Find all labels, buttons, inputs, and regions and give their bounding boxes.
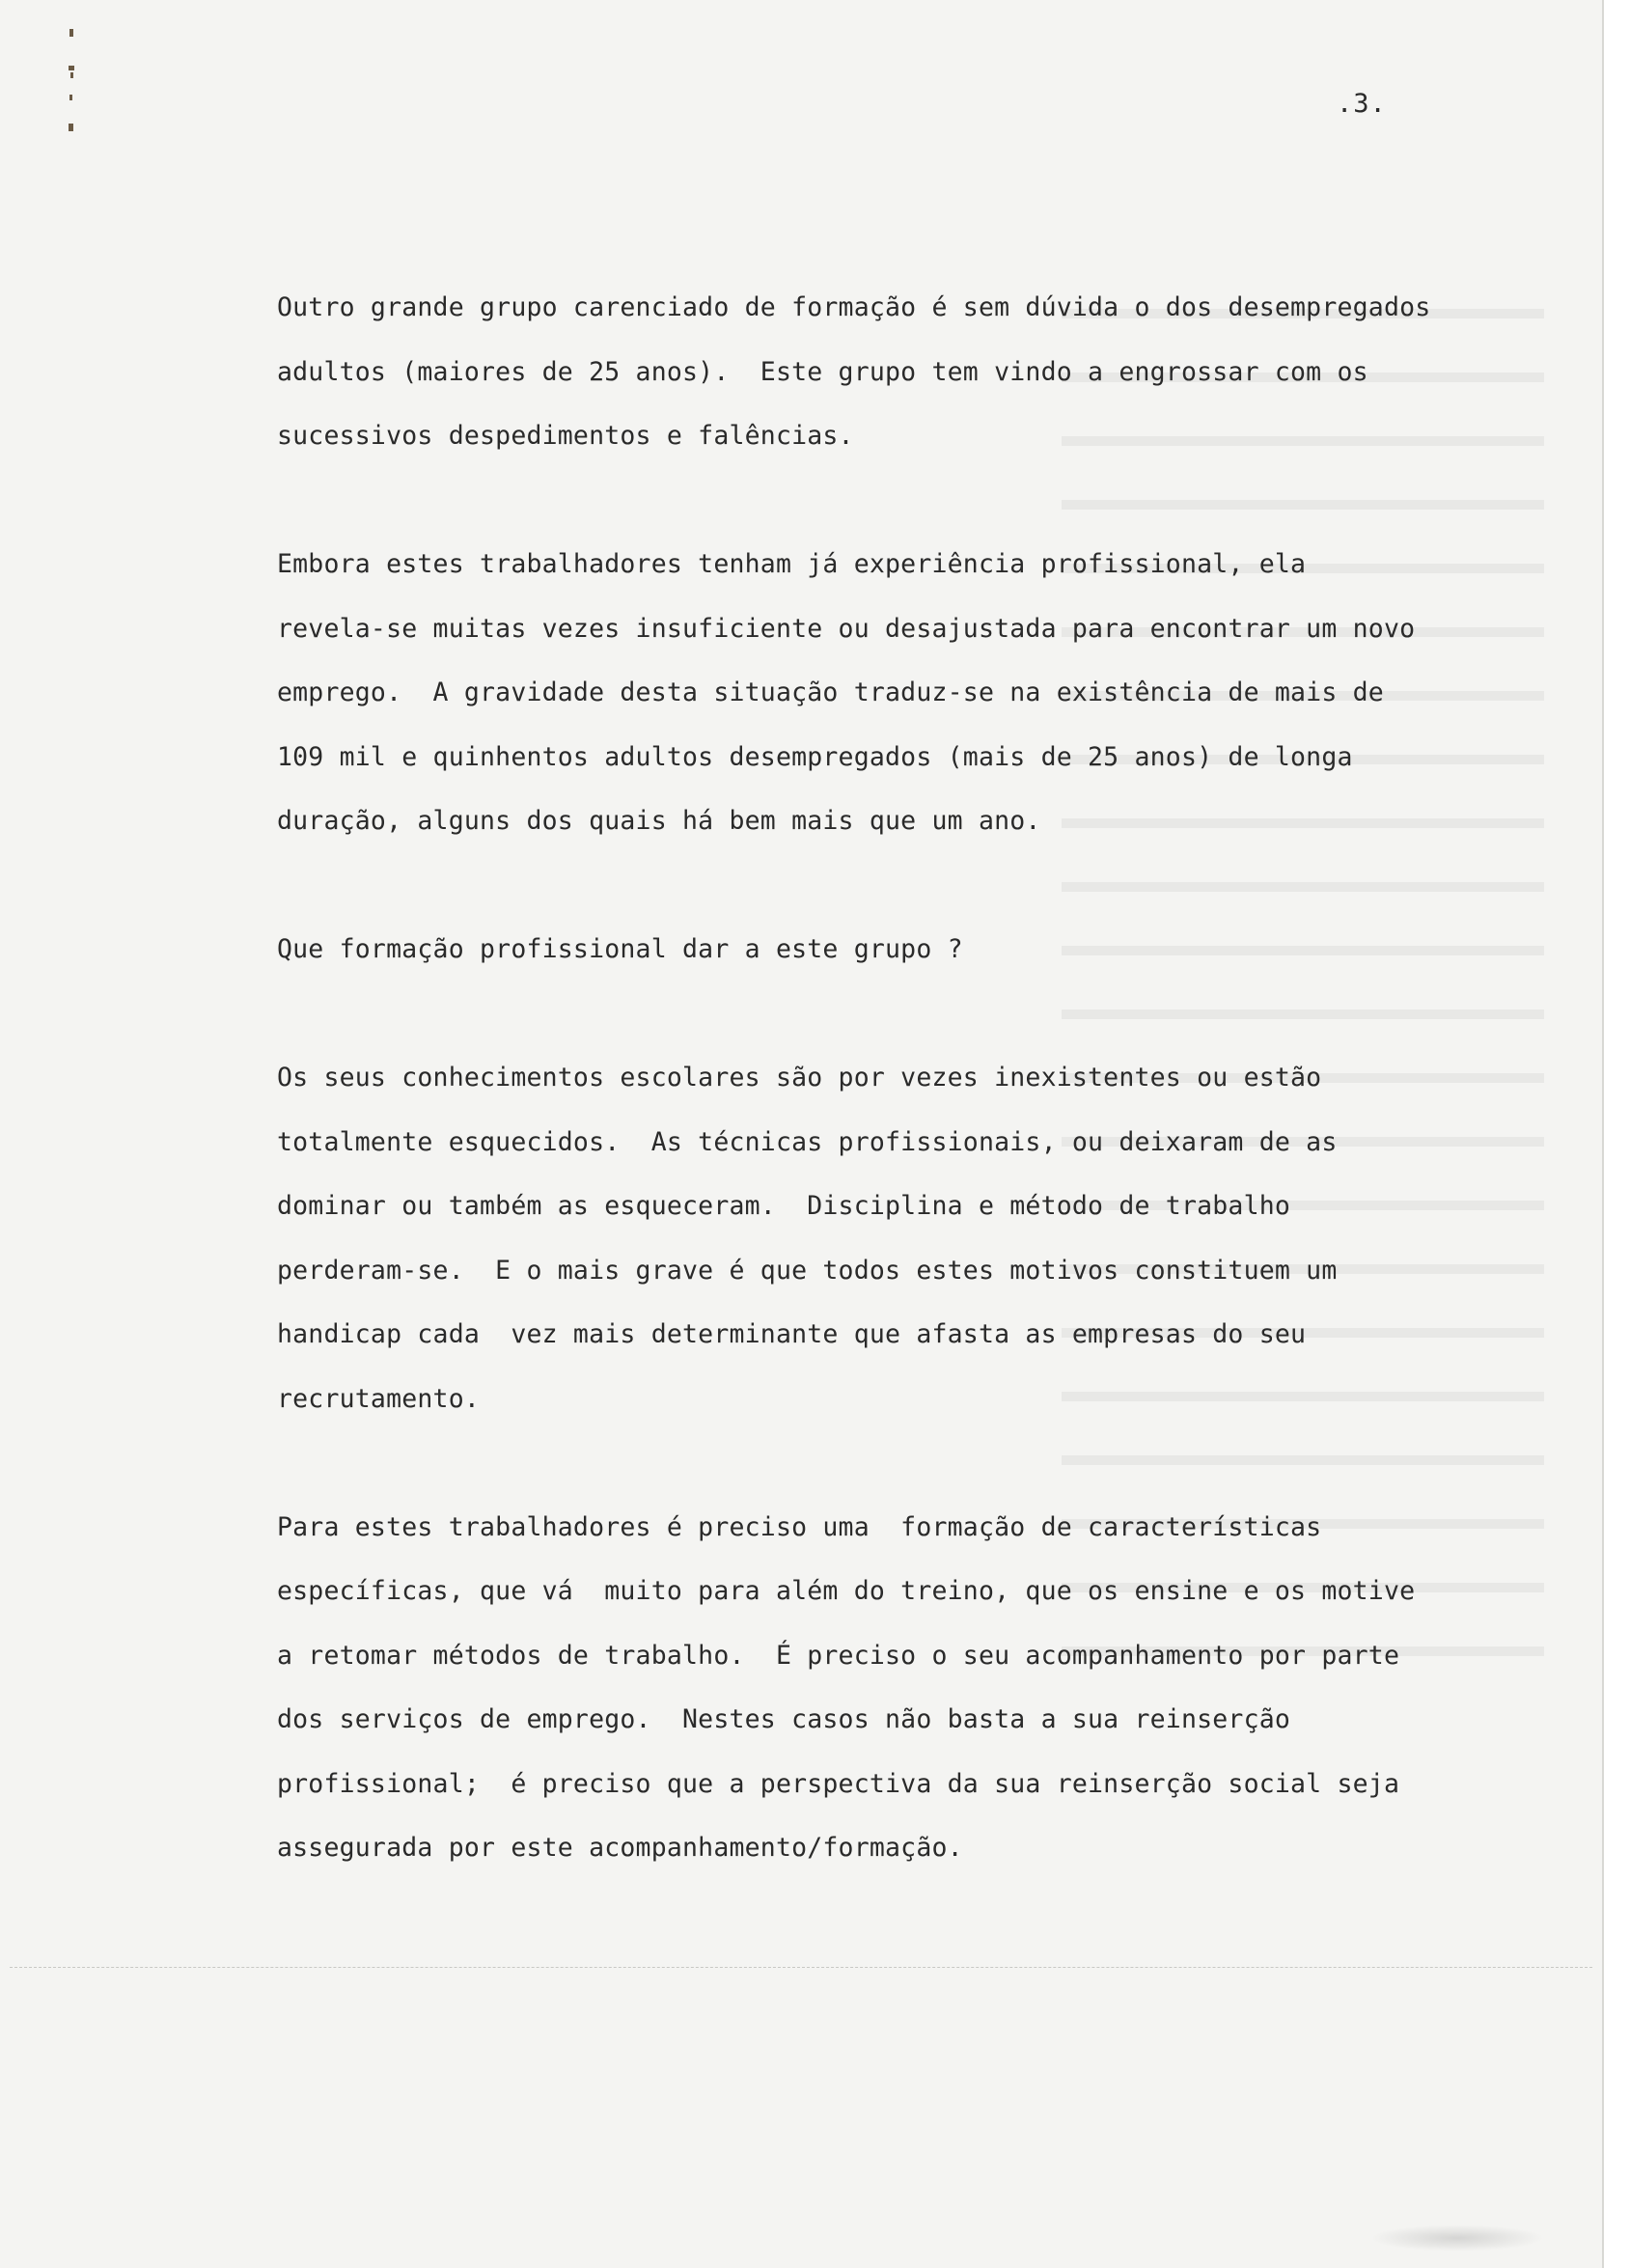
page-number: .3. <box>1337 89 1387 119</box>
text-line: recrutamento. <box>277 1383 481 1414</box>
text-line: revela-se muitas vezes insuficiente ou desajustada para encontrar um novo <box>277 613 1416 644</box>
text-line: Embora estes trabalhadores tenham já experiência profissional, ela <box>277 549 1307 579</box>
paragraph-2 <box>277 533 1503 854</box>
text-line: Para estes trabalhadores é preciso uma formação de características <box>277 1511 1322 1542</box>
text-line: 109 mil e quinhentos adultos desempregados (mais de 25 anos) de longa <box>277 741 1353 772</box>
text-line: perderam-se. E o mais grave é que todos estes motivos constituem um <box>277 1255 1338 1286</box>
paragraph-1 <box>277 276 1503 469</box>
text-line: totalmente esquecidos. As técnicas profissionais, ou deixaram de as <box>277 1126 1338 1157</box>
text-line: dominar ou também as esqueceram. Disciplina e método de trabalho <box>277 1191 1291 1221</box>
body-text <box>277 276 1503 1945</box>
text-line: específicas, que vá muito para além do treino, que os ensine e os motive <box>277 1576 1416 1606</box>
text-line: Que formação profissional dar a este grupo ? <box>277 934 963 964</box>
smudge <box>1370 2225 1544 2252</box>
text-line: sucessivos despedimentos e falências. <box>277 421 854 451</box>
paragraph-3 <box>277 918 1503 982</box>
text-line: Outro grande grupo carenciado de formação é sem dúvida o dos desempregados <box>277 292 1431 322</box>
text-line: duração, alguns dos quais há bem mais que um ano. <box>277 806 1041 836</box>
fold-line <box>10 1967 1592 1968</box>
text-line: handicap cada vez mais determinante que afasta as empresas do seu <box>277 1319 1307 1349</box>
text-line: a retomar métodos de trabalho. É preciso o seu acompanhamento por parte <box>277 1640 1400 1671</box>
text-line: Os seus conhecimentos escolares são por vezes inexistentes ou estão <box>277 1063 1322 1093</box>
text-line: dos serviços de emprego. Nestes casos não basta a sua reinserção <box>277 1704 1291 1734</box>
paragraph-5 <box>277 1496 1503 1881</box>
text-line: profissional; é preciso que a perspectiva da sua reinserção social seja <box>277 1768 1400 1799</box>
margin-marks <box>68 29 79 145</box>
paragraph-4 <box>277 1046 1503 1431</box>
text-line: emprego. A gravidade desta situação traduz-se na existência de mais de <box>277 678 1384 707</box>
text-line: adultos (maiores de 25 anos). Este grupo tem vindo a engrossar com os <box>277 356 1368 387</box>
text-line: assegurada por este acompanhamento/formação. <box>277 1833 963 1863</box>
